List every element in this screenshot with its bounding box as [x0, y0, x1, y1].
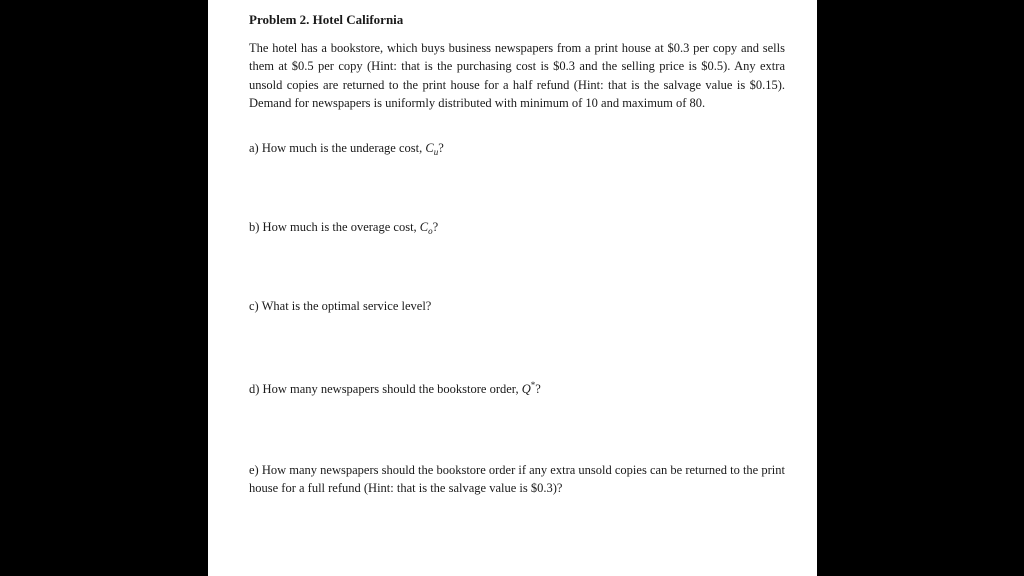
question-a-text: a) How much is the underage cost,: [249, 141, 426, 155]
overage-cost-symbol: C: [419, 220, 429, 234]
question-c: c) What is the optimal service level?: [249, 299, 432, 313]
underage-cost-subscript: u: [433, 147, 439, 157]
question-d: [249, 376, 785, 398]
question-e: e) How many newspapers should the bookstore order if any extra unsold copies can be returned to the print house for a full refund (Hint: that is the salvage value is $0.3)?: [249, 463, 785, 496]
optimal-order-symbol: Q: [521, 382, 531, 396]
underage-cost-symbol: C: [425, 141, 434, 155]
question-d-text: d) How many newspapers should the bookstore order,: [249, 382, 522, 396]
problem-content: [249, 11, 785, 496]
problem-intro: The hotel has a bookstore, which buys business newspapers from a print house at $0.3 per copy and sells them at $0.5 per copy (Hint: that is the purchasing cost is $0.3 and the selling price is $0.5). Any extra unsold copies are returned to the print house for a half refund (Hint: that is the salvage value is $0.15). Demand for newspapers is uniformly distributed with minimum of 10 and maximum of 80.: [249, 41, 785, 111]
problem-title: Problem 2. Hotel California: [249, 12, 404, 27]
optimal-order-superscript: *: [530, 380, 536, 390]
question-a-end: ?: [438, 141, 444, 155]
question-b: [249, 218, 785, 240]
question-a: [249, 139, 785, 161]
document-page: [208, 0, 817, 576]
question-b-text: b) How much is the overage cost,: [249, 220, 420, 234]
question-d-end: ?: [535, 382, 541, 396]
question-b-end: ?: [432, 220, 439, 234]
overage-cost-subscript: o: [428, 226, 433, 236]
